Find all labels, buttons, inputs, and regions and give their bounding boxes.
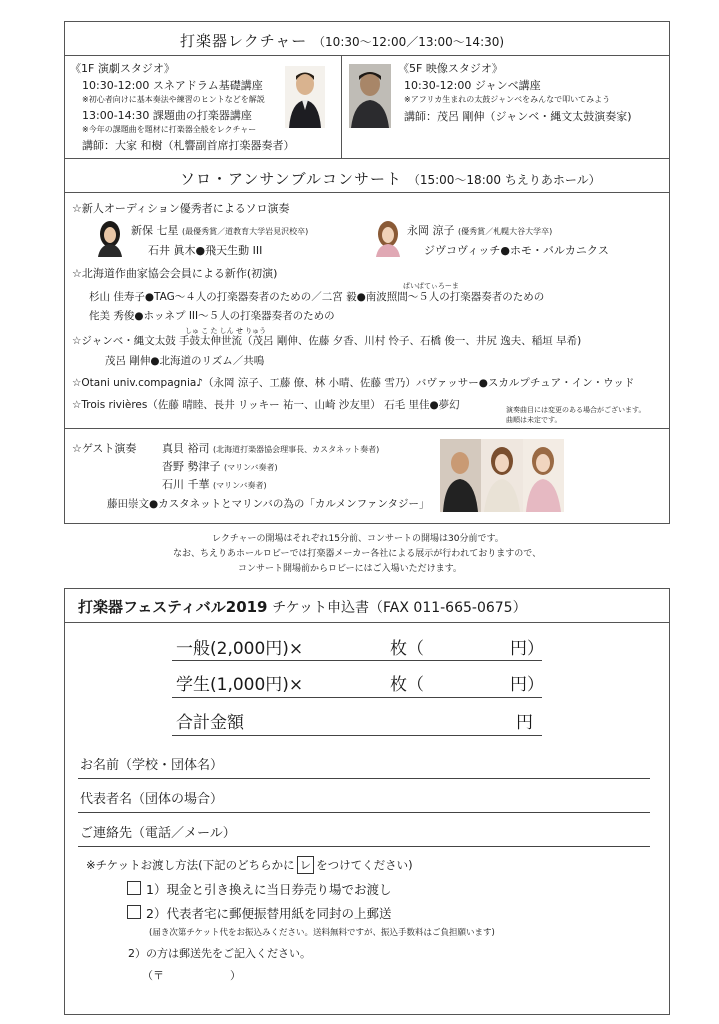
right-studio: 《5F 映像スタジオ》 — [398, 62, 503, 75]
sheet-label: 枚（ — [390, 675, 424, 695]
info-line-1: レクチャーの開場はそれぞれ15分前、コンサートの開場は30分前です。 — [212, 534, 504, 544]
guest-3-name: 石川 千華 — [162, 478, 210, 491]
guest-3 — [162, 476, 267, 492]
right-note-1: ※アフリカ生まれの太鼓ジャンベをみんなで叩いてみよう — [404, 95, 611, 104]
info-line-2: なお、ちえりあホールロビーでは打楽器メーカー各社による展示が行われておりますので、 — [173, 549, 542, 559]
form-subtitle: チケット申込書（FAX 011-665-0675） — [272, 600, 527, 616]
ruby-text: しゅ こ た しん せ りゅう — [185, 327, 267, 335]
guest-2-detail: (マリンバ奏者) — [224, 463, 278, 472]
guest-2 — [162, 458, 278, 474]
contact-input[interactable] — [78, 846, 650, 847]
section-trois: ☆Trois rivières（佐藤 晴睦、長井 リッキー 祐一、山崎 沙友里） 石毛 里佳●夢幻 — [72, 399, 460, 411]
ruby-text: ぱいぱてぃろーま — [403, 282, 459, 290]
guest-photos — [440, 439, 564, 512]
program-notice: 曲順は未定です。 — [506, 416, 562, 424]
divider — [64, 622, 670, 623]
performer-2 — [407, 222, 552, 238]
performer-2-detail: (優秀賞／札幌大谷大学卒) — [458, 227, 553, 236]
instructor-photo — [285, 66, 325, 128]
sheet-label: 枚（ — [390, 639, 424, 659]
postal-code-field[interactable]: （〒 ） — [142, 969, 241, 982]
option-2-note: (届き次第チケット代をお振込みください。送料無料ですが、振込手数料はご負担願います) — [149, 928, 495, 938]
concert-heading — [180, 168, 601, 189]
performer-2-piece: ジヴコヴィッチ●ホモ・バルカニクス — [424, 244, 609, 257]
divider — [341, 55, 342, 158]
student-ticket-input[interactable] — [172, 697, 542, 698]
section-djembe: ☆ジャンベ・縄文太鼓 手鼓太伸世流（茂呂 剛伸、佐藤 夕香、川村 怜子、石橋 俊一、井尻 逸夫、稲垣 早希) — [72, 335, 582, 347]
student-ticket-label: 学生(1,000円)× — [176, 675, 304, 695]
yen-label: 円） — [510, 675, 544, 695]
performer-1-piece: 石井 眞木●飛天生動 III — [148, 244, 263, 257]
left-instructor: 講師：大家 和樹（札響副首席打楽器奏者） — [82, 139, 295, 152]
representative-input[interactable] — [78, 812, 650, 813]
section-otani: ☆Otani univ.compagnia♪（永岡 涼子、工藤 僚、林 小晴、佐藤 雪乃）バヴァッサー●スカルプチュア・イン・ウッド — [72, 377, 635, 389]
option-2-checkbox[interactable] — [127, 905, 141, 919]
guest-1-name: 真貝 裕司 — [162, 442, 210, 455]
name-label: お名前（学校・団体名） — [80, 758, 224, 773]
performer-2-name: 永岡 涼子 — [407, 224, 455, 237]
guest-label: ☆ゲスト演奏 — [72, 442, 137, 455]
delivery-method-instruction — [86, 856, 413, 874]
section-new-talent: ☆新人オーディション優秀者によるソロ演奏 — [72, 202, 290, 215]
performer-photo — [374, 217, 402, 257]
left-note-2: ※今年の課題曲を題材に打楽器全般をレクチャー — [82, 125, 257, 134]
total-input[interactable] — [172, 735, 542, 736]
info-line-3: コンサート開場前からロビーにはご入場いただけます。 — [238, 564, 462, 574]
total-yen-label: 円 — [516, 713, 533, 733]
address-instruction: 2）の方は郵送先をご記入ください。 — [128, 947, 311, 960]
divider — [64, 55, 670, 56]
total-label: 合計金額 — [176, 713, 244, 733]
performer-1-detail: (最優秀賞／道教育大学岩見沢校卒) — [182, 227, 309, 236]
divider — [64, 428, 670, 429]
lecture-time: （10:30〜12:00／13:00〜14:30) — [313, 35, 505, 49]
right-lecture-1: 10:30-12:00 ジャンベ講座 — [404, 79, 541, 92]
form-heading — [78, 596, 527, 617]
name-input[interactable] — [78, 778, 650, 779]
guest-1 — [162, 440, 379, 456]
general-ticket-label: 一般(2,000円)× — [176, 639, 304, 659]
performer-1 — [131, 222, 308, 238]
composition-1: 杉山 佳寿子●TAG〜４人の打楽器奏者のための／二宮 毅●南波照間〜５人の打楽器奏者のための — [89, 291, 545, 303]
option-2-label: 2）代表者宅に郵便振替用紙を同封の上郵送 — [146, 906, 392, 921]
program-notice: 演奏曲目には変更のある場合がございます。 — [506, 406, 646, 414]
check-mark-sample: レ — [297, 856, 315, 874]
section-new-works: ☆北海道作曲家協会会員による新作(初演) — [72, 267, 278, 280]
form-title: 打楽器フェスティバル2019 — [78, 598, 268, 616]
lecture-title: 打楽器レクチャー — [180, 32, 308, 50]
concert-title: ソロ・アンサンブルコンサート — [180, 170, 403, 188]
representative-label: 代表者名（団体の場合） — [80, 792, 224, 807]
contact-label: ご連絡先（電話／メール） — [80, 826, 236, 841]
lecture-heading — [180, 30, 504, 51]
left-lecture-1: 10:30-12:00 スネアドラム基礎講座 — [82, 79, 263, 92]
divider — [64, 192, 670, 193]
general-ticket-input[interactable] — [172, 660, 542, 661]
left-lecture-2: 13:00-14:30 課題曲の打楽器講座 — [82, 109, 252, 122]
left-note-1: ※初心者向けに基本奏法や練習のヒントなどを解説 — [82, 95, 265, 104]
divider — [64, 158, 670, 159]
right-instructor: 講師：茂呂 剛伸（ジャンベ・縄文太鼓演奏家) — [404, 110, 632, 123]
composition-2: 侘美 秀俊●ホッネプ III〜５人の打楽器奏者のための — [89, 310, 335, 322]
left-studio: 《1F 演劇スタジオ》 — [70, 62, 175, 75]
performer-1-name: 新保 七星 — [131, 224, 179, 237]
guest-piece: 藤田崇文●カスタネットとマリンバの為の「カルメンファンタジー」 — [107, 498, 430, 510]
performer-photo — [96, 217, 124, 257]
concert-time: （15:00〜18:00 ちえりあホール） — [407, 173, 601, 187]
option-1-checkbox[interactable] — [127, 881, 141, 895]
guest-1-detail: (北海道打楽器協会理事長、カスタネット奏者) — [213, 445, 380, 454]
method-pre: ※チケットお渡し方法(下記のどちらかに — [86, 858, 295, 872]
instructor-photo — [349, 64, 391, 128]
yen-label: 円） — [510, 639, 544, 659]
djembe-piece: 茂呂 剛伸●北海道のリズム／共鳴 — [105, 355, 265, 367]
guest-2-name: 沓野 勢津子 — [162, 460, 221, 473]
guest-3-detail: (マリンバ奏者) — [213, 481, 267, 490]
option-1-label: 1）現金と引き換えに当日券売り場でお渡し — [146, 882, 392, 897]
method-post: をつけてください) — [316, 858, 413, 872]
